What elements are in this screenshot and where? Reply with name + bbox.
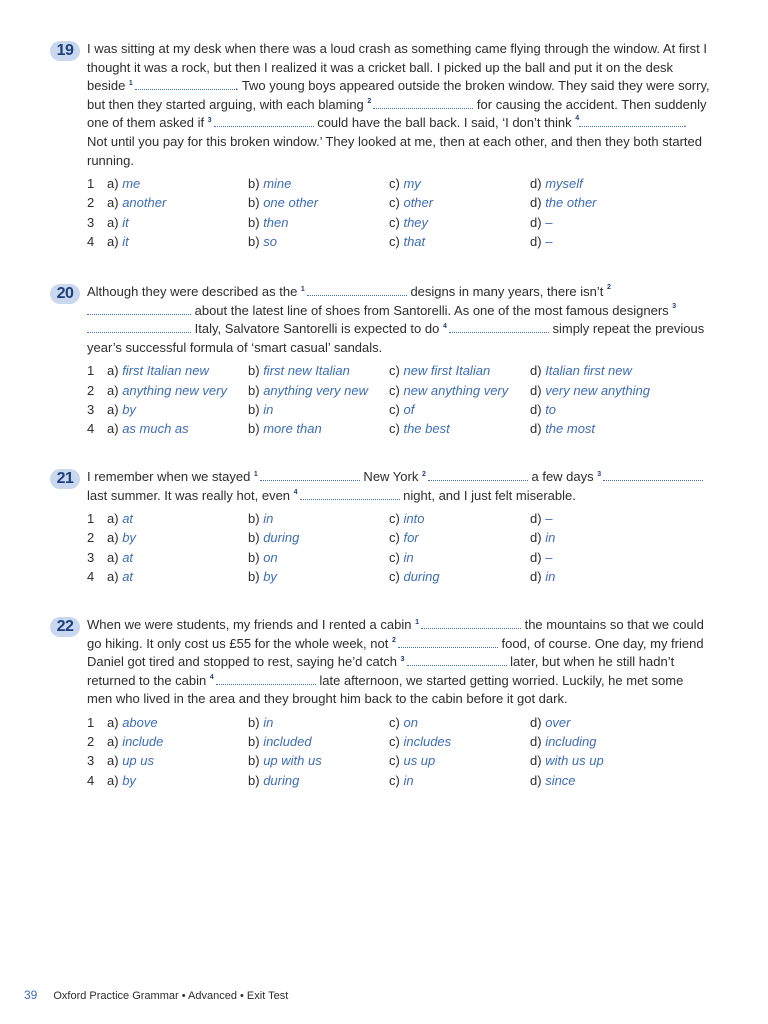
answer-option[interactable] <box>248 383 389 398</box>
option-letter: a) <box>107 715 119 731</box>
option-text: up us <box>122 753 154 769</box>
option-letter: d) <box>530 214 542 230</box>
passage-text: the mountains so that we could go hiking. It only cost us £55 for the whole week, not <box>87 617 704 651</box>
question-row <box>87 528 710 547</box>
exercise-passage <box>87 468 710 505</box>
option-text: new anything very <box>403 382 509 398</box>
option-letter: c) <box>389 195 400 211</box>
option-letter: b) <box>248 176 260 192</box>
option-letter: a) <box>107 568 119 584</box>
option-text: for <box>403 530 419 546</box>
option-letter: b) <box>248 214 260 230</box>
answer-option[interactable] <box>530 569 671 584</box>
gap-number: 4 <box>575 115 580 123</box>
answer-option[interactable] <box>107 195 248 210</box>
answer-option[interactable] <box>389 511 530 526</box>
option-letter: d) <box>530 549 542 565</box>
exercise-passage <box>87 40 710 170</box>
option-text: more than <box>263 421 322 437</box>
option-text: at <box>122 568 134 584</box>
exercise-19 <box>50 40 710 251</box>
passage-text: I remember when we stayed <box>87 469 254 484</box>
gap-number: 1 <box>128 79 133 87</box>
option-text: then <box>263 214 289 230</box>
option-letter: b) <box>248 734 260 750</box>
answer-option[interactable] <box>530 715 671 730</box>
answer-gap[interactable] <box>407 654 507 666</box>
option-text: by <box>122 772 136 788</box>
option-text: during <box>263 772 300 788</box>
gap-number: 1 <box>415 618 419 626</box>
option-text: – <box>545 233 553 249</box>
option-text: in <box>403 772 414 788</box>
question-number: 1 <box>87 176 95 192</box>
answer-gap[interactable] <box>300 488 400 500</box>
question-row <box>87 232 710 251</box>
option-letter: c) <box>389 549 400 565</box>
option-letter: c) <box>389 734 400 750</box>
option-text: first new Italian <box>263 363 350 379</box>
gap-number: 3 <box>400 655 405 663</box>
gap-number: 2 <box>421 470 426 478</box>
answer-option[interactable] <box>389 715 530 730</box>
answer-option[interactable] <box>107 383 248 398</box>
answer-option[interactable] <box>530 511 671 526</box>
answer-option[interactable] <box>248 215 389 230</box>
answer-option[interactable] <box>389 734 530 749</box>
option-text: the best <box>403 421 450 437</box>
option-letter: c) <box>389 753 400 769</box>
option-text: during <box>403 568 440 584</box>
option-letter: b) <box>248 753 260 769</box>
option-letter: a) <box>107 734 119 750</box>
option-text: during <box>263 530 300 546</box>
gap-number: 2 <box>606 284 611 291</box>
option-text: one other <box>263 195 319 211</box>
option-letter: b) <box>248 530 260 546</box>
option-letter: b) <box>248 195 260 211</box>
passage-text: later, but when he still hadn’t returned to the cabin <box>87 654 675 688</box>
answer-option[interactable] <box>248 550 389 565</box>
option-letter: b) <box>248 363 260 379</box>
answer-option[interactable] <box>530 195 671 210</box>
question-number: 1 <box>87 511 95 527</box>
gap-number: 3 <box>207 117 212 125</box>
option-letter: c) <box>389 421 400 437</box>
option-text: other <box>403 195 434 211</box>
option-text: the other <box>545 195 597 211</box>
answer-option[interactable] <box>389 421 530 436</box>
gap-number: 2 <box>367 98 372 106</box>
option-text: first Italian new <box>122 363 209 379</box>
option-text: since <box>545 772 576 788</box>
option-letter: c) <box>389 401 400 417</box>
answer-option[interactable] <box>248 569 389 584</box>
question-row <box>87 213 710 232</box>
gap-number: 4 <box>442 322 447 330</box>
option-text: to <box>545 401 557 417</box>
answer-option[interactable] <box>530 176 671 191</box>
question-number: 4 <box>87 568 95 584</box>
answer-option[interactable] <box>107 753 248 768</box>
answer-option[interactable] <box>248 734 389 749</box>
question-number: 2 <box>87 195 95 211</box>
question-number: 3 <box>87 214 95 230</box>
option-letter: a) <box>107 195 119 211</box>
question-row <box>87 419 710 438</box>
option-text: at <box>122 549 134 565</box>
option-text: into <box>403 511 425 527</box>
footer-text: Oxford Practice Grammar • Advanced • Exit Test <box>53 990 289 1002</box>
passage-text: late afternoon, we started getting worried. Luckily, he met some men who lived in the area and they brought him back to the cabin before it got dark. <box>87 672 684 707</box>
option-letter: b) <box>248 382 260 398</box>
option-letter: a) <box>107 549 119 565</box>
option-letter: a) <box>107 176 119 192</box>
answer-option[interactable] <box>530 363 671 378</box>
exercise-number-badge: 22 <box>50 617 80 637</box>
passage-text: I was sitting at my desk when there was a loud crash as something came flying through the window. At first I thought it was a rock, but then I realized it was a cricket ball. I picked up the ball and put it on the desk beside <box>87 41 707 94</box>
question-row <box>87 509 710 528</box>
answer-option[interactable] <box>107 511 248 526</box>
answer-option[interactable] <box>248 363 389 378</box>
option-letter: b) <box>248 549 260 565</box>
option-text: us up <box>403 753 436 769</box>
answer-option[interactable] <box>389 195 530 210</box>
question-row <box>87 381 710 400</box>
passage-text: Although they were described as the <box>87 284 301 299</box>
answer-option[interactable] <box>248 511 389 526</box>
option-text: by <box>122 530 136 546</box>
option-letter: d) <box>530 401 542 417</box>
option-text: by <box>263 568 277 584</box>
option-letter: c) <box>389 511 400 527</box>
option-letter: a) <box>107 382 119 398</box>
answer-option[interactable] <box>248 402 389 417</box>
option-text: myself <box>545 176 583 192</box>
option-text: include <box>122 734 164 750</box>
answer-option[interactable] <box>389 569 530 584</box>
passage-text: . Two young boys appeared outside the broken window. They said they were sorry, but then they started arguing, with each blaming <box>87 78 710 112</box>
option-text: including <box>545 734 597 750</box>
answer-option[interactable] <box>248 176 389 191</box>
answer-option[interactable] <box>389 234 530 249</box>
answer-options <box>87 509 710 586</box>
option-letter: b) <box>248 772 260 788</box>
question-number: 3 <box>87 401 95 417</box>
answer-gap[interactable] <box>373 97 473 109</box>
option-text: as much as <box>122 421 189 437</box>
passage-text: a few days <box>527 469 598 484</box>
option-text: on <box>263 549 278 565</box>
option-letter: d) <box>530 715 542 731</box>
answer-option[interactable] <box>530 773 671 788</box>
exercise-number-badge: 20 <box>50 284 80 304</box>
option-letter: a) <box>107 772 119 788</box>
option-text: with us up <box>545 753 604 769</box>
page-number: 39 <box>24 988 38 1002</box>
option-letter: d) <box>530 233 542 249</box>
option-text: included <box>263 734 312 750</box>
option-letter: b) <box>248 568 260 584</box>
answer-option[interactable] <box>248 715 389 730</box>
option-letter: a) <box>107 233 119 249</box>
exercise-20 <box>50 283 710 438</box>
option-letter: b) <box>248 421 260 437</box>
option-letter: b) <box>248 511 260 527</box>
answer-gap[interactable] <box>87 303 191 315</box>
option-text: that <box>403 233 426 249</box>
gap-number: 4 <box>209 674 214 682</box>
answer-option[interactable] <box>389 550 530 565</box>
gap-number: 2 <box>391 637 396 645</box>
option-letter: c) <box>389 233 400 249</box>
option-text: in <box>263 511 274 527</box>
answer-option[interactable] <box>248 773 389 788</box>
option-text: another <box>122 195 167 211</box>
exercise-number-badge: 19 <box>50 41 80 61</box>
question-row <box>87 174 710 193</box>
option-text: – <box>545 214 553 230</box>
option-text: in <box>545 568 556 584</box>
option-letter: d) <box>530 734 542 750</box>
option-text: above <box>122 715 158 731</box>
passage-text: food, of course. One day, my friend Daniel got tired and stopped to rest, saying he’d catch <box>87 635 704 670</box>
option-letter: d) <box>530 753 542 769</box>
option-text: in <box>403 549 414 565</box>
option-letter: c) <box>389 363 400 379</box>
question-row <box>87 361 710 380</box>
answer-option[interactable] <box>107 215 248 230</box>
answer-option[interactable] <box>107 773 248 788</box>
answer-option[interactable] <box>107 715 248 730</box>
option-text: it <box>122 214 129 230</box>
answer-option[interactable] <box>248 753 389 768</box>
option-text: in <box>263 401 274 417</box>
passage-text: about the latest line of shoes from Santorelli. As one of the most famous designers <box>191 302 673 318</box>
option-letter: b) <box>248 715 260 731</box>
option-letter: a) <box>107 753 119 769</box>
answer-gap[interactable] <box>428 469 528 481</box>
option-letter: a) <box>107 530 119 546</box>
exercise-21 <box>50 468 710 586</box>
answer-option[interactable] <box>248 234 389 249</box>
option-letter: b) <box>248 233 260 249</box>
question-number: 4 <box>87 772 95 788</box>
question-number: 3 <box>87 549 95 565</box>
question-number: 4 <box>87 233 95 249</box>
option-text: it <box>122 233 129 249</box>
option-text: my <box>403 176 421 192</box>
option-text: – <box>545 549 553 565</box>
option-text: they <box>403 214 429 230</box>
option-letter: d) <box>530 195 542 211</box>
answer-option[interactable] <box>530 215 671 230</box>
question-row <box>87 548 710 567</box>
option-letter: a) <box>107 214 119 230</box>
question-row <box>87 400 710 419</box>
answer-option[interactable] <box>389 530 530 545</box>
passage-text: When we were students, my friends and I rented a cabin <box>87 617 416 632</box>
answer-option[interactable] <box>107 234 248 249</box>
question-row <box>87 193 710 212</box>
question-number: 2 <box>87 382 95 398</box>
question-number: 1 <box>87 715 95 731</box>
answer-option[interactable] <box>389 773 530 788</box>
option-text: – <box>545 511 553 527</box>
option-letter: c) <box>389 715 400 731</box>
answer-option[interactable] <box>389 383 530 398</box>
passage-text: for causing the accident. Then suddenly one of them asked if <box>87 96 707 131</box>
question-row <box>87 732 710 751</box>
question-row <box>87 713 710 732</box>
option-letter: d) <box>530 568 542 584</box>
question-row <box>87 567 710 586</box>
option-text: at <box>122 511 134 527</box>
passage-text: could have the ball back. I said, ‘I don’t think <box>313 115 576 131</box>
option-letter: d) <box>530 382 542 398</box>
answer-option[interactable] <box>389 176 530 191</box>
option-text: in <box>545 530 556 546</box>
option-letter: d) <box>530 176 542 192</box>
answer-gap[interactable] <box>421 617 521 629</box>
option-text: very new anything <box>545 382 650 398</box>
option-text: new first Italian <box>403 363 491 379</box>
option-text: over <box>545 715 571 731</box>
answer-options <box>87 174 710 251</box>
option-text: includes <box>403 734 452 750</box>
option-letter: a) <box>107 421 119 437</box>
passage-text: . Not until you pay for this broken window.’ They looked at me, then at each other, and then they both started running. <box>87 115 702 168</box>
option-text: so <box>263 233 277 249</box>
option-text: by <box>122 401 136 417</box>
answer-option[interactable] <box>107 421 248 436</box>
option-letter: d) <box>530 421 542 437</box>
answer-gap[interactable] <box>307 284 407 296</box>
answer-gap[interactable] <box>135 78 235 90</box>
answer-option[interactable] <box>107 734 248 749</box>
option-text: Italian first new <box>545 363 632 379</box>
answer-option[interactable] <box>248 195 389 210</box>
option-letter: c) <box>389 382 400 398</box>
passage-text: last summer. It was really hot, even <box>87 487 294 503</box>
answer-option[interactable] <box>530 402 671 417</box>
question-number: 2 <box>87 530 95 546</box>
passage-text: New York <box>359 469 422 484</box>
option-letter: d) <box>530 530 542 546</box>
question-number: 2 <box>87 734 95 750</box>
answer-gap[interactable] <box>260 469 360 481</box>
answer-option[interactable] <box>530 234 671 249</box>
answer-options <box>87 361 710 438</box>
option-text: of <box>403 401 415 417</box>
question-number: 1 <box>87 363 95 379</box>
option-text: anything new very <box>122 382 227 398</box>
answer-option[interactable] <box>530 753 671 768</box>
answer-option[interactable] <box>248 421 389 436</box>
option-letter: d) <box>530 772 542 788</box>
answer-gap[interactable] <box>398 636 498 648</box>
gap-number: 3 <box>597 470 602 478</box>
option-text: on <box>403 715 418 731</box>
answer-gap[interactable] <box>449 321 549 333</box>
question-row <box>87 771 710 790</box>
option-letter: a) <box>107 401 119 417</box>
passage-text: simply repeat the previous year’s successful formula of ‘smart casual’ sandals. <box>87 321 705 355</box>
exercise-passage <box>87 283 710 357</box>
answer-option[interactable] <box>107 550 248 565</box>
option-text: mine <box>263 176 292 192</box>
passage-text: designs in many years, there isn’t <box>406 284 607 299</box>
question-number: 3 <box>87 753 95 769</box>
answer-option[interactable] <box>530 530 671 545</box>
option-letter: b) <box>248 401 260 417</box>
answer-option[interactable] <box>530 421 671 436</box>
answer-gap[interactable] <box>214 115 314 127</box>
option-text: up with us <box>263 753 322 769</box>
exercise-22 <box>50 616 710 790</box>
option-letter: c) <box>389 214 400 230</box>
page-footer <box>24 988 288 1002</box>
option-letter: a) <box>107 511 119 527</box>
answer-gap[interactable] <box>603 469 703 481</box>
answer-option[interactable] <box>530 383 671 398</box>
answer-option[interactable] <box>107 530 248 545</box>
exercise-passage <box>87 616 710 709</box>
question-number: 4 <box>87 421 95 437</box>
option-text: the most <box>545 421 596 437</box>
gap-number: 1 <box>300 285 305 293</box>
option-letter: c) <box>389 772 400 788</box>
answer-options <box>87 713 710 790</box>
option-text: anything very new <box>263 382 368 398</box>
option-letter: d) <box>530 363 542 379</box>
question-row <box>87 751 710 770</box>
exercise-number-badge: 21 <box>50 469 80 489</box>
answer-option[interactable] <box>389 753 530 768</box>
gap-number: 4 <box>293 489 298 497</box>
answer-option[interactable] <box>389 402 530 417</box>
option-text: in <box>263 715 274 731</box>
answer-option[interactable] <box>248 530 389 545</box>
answer-gap[interactable] <box>87 321 191 333</box>
option-letter: c) <box>389 530 400 546</box>
option-text: me <box>122 176 141 192</box>
gap-number: 3 <box>672 302 677 310</box>
option-letter: c) <box>389 176 400 192</box>
answer-option[interactable] <box>107 402 248 417</box>
answer-option[interactable] <box>389 363 530 378</box>
passage-text: Italy, Salvatore Santorelli is expected to do <box>191 321 443 337</box>
passage-text: night, and I just felt miserable. <box>399 487 576 503</box>
answer-option[interactable] <box>530 550 671 565</box>
gap-number: 1 <box>253 470 258 478</box>
answer-option[interactable] <box>530 734 671 749</box>
option-letter: d) <box>530 511 542 527</box>
option-letter: c) <box>389 568 400 584</box>
answer-option[interactable] <box>107 176 248 191</box>
answer-option[interactable] <box>107 569 248 584</box>
answer-gap[interactable] <box>216 673 316 685</box>
option-letter: a) <box>107 363 119 379</box>
answer-option[interactable] <box>107 363 248 378</box>
answer-option[interactable] <box>389 215 530 230</box>
answer-gap[interactable] <box>579 115 683 127</box>
